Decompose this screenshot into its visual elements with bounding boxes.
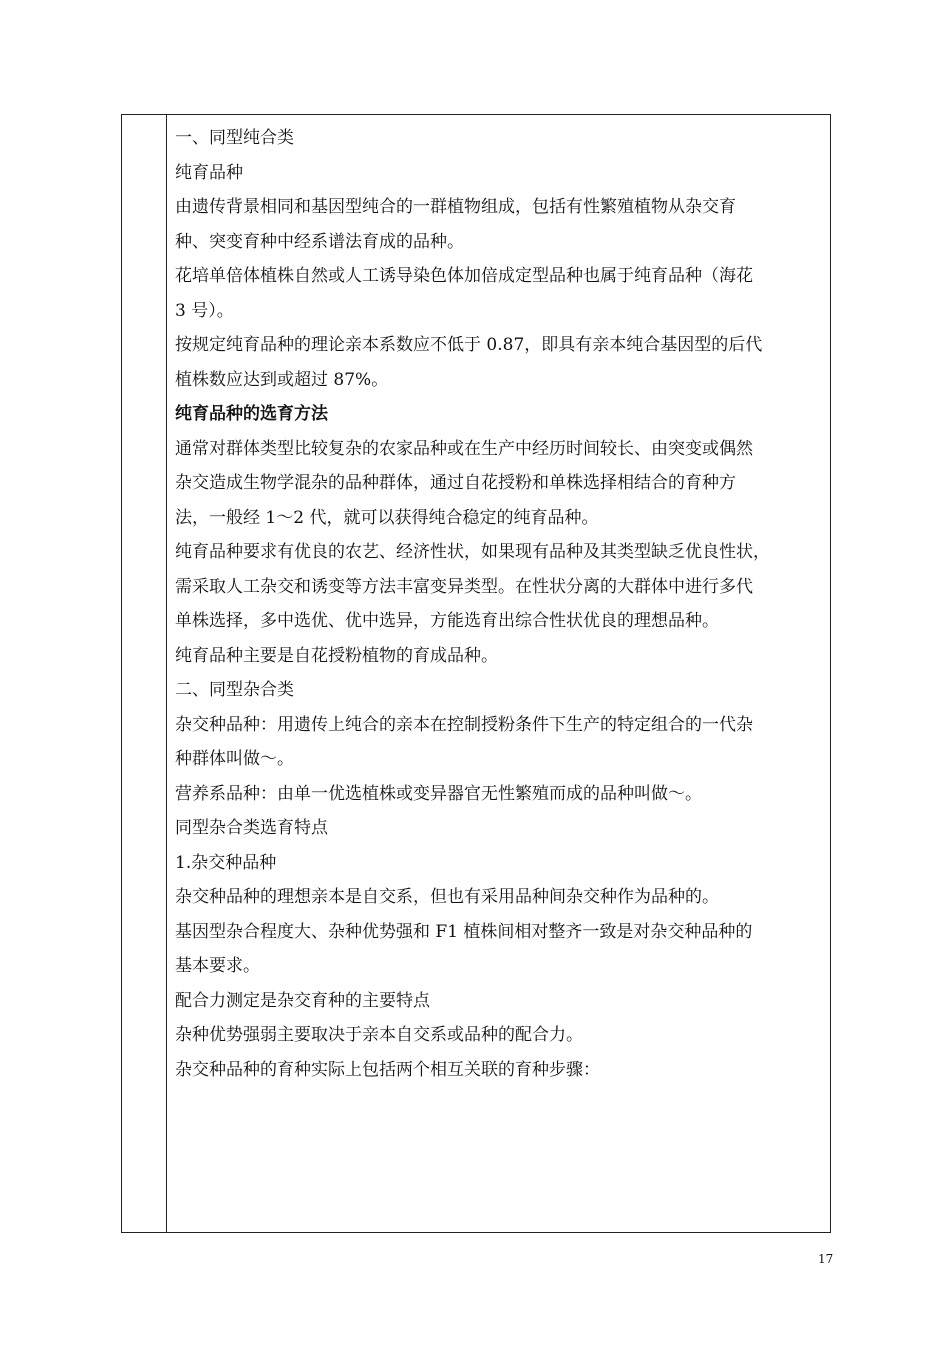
- page-number: 17: [818, 1252, 834, 1266]
- text-line: 基因型杂合程度大、杂种优势强和 F1 植株间相对整齐一致是对杂交种品种的: [175, 921, 753, 942]
- subheading: 同型杂合类选育特点: [175, 818, 328, 838]
- text-line: 杂交种品种的育种实际上包括两个相互关联的育种步骤：: [175, 1059, 600, 1080]
- content-table: [121, 114, 831, 1233]
- text-line: 杂种优势强弱主要取决于亲本自交系或品种的配合力。: [175, 1025, 583, 1045]
- text-line: 法，一般经 1～2 代，就可以获得纯合稳定的纯育品种。: [175, 507, 599, 528]
- text-line: 种群体叫做～。: [175, 749, 294, 769]
- text-line: 纯育品种主要是自花授粉植物的育成品种。: [175, 645, 498, 666]
- text-line: 杂交造成生物学混杂的品种群体，通过自花授粉和单株选择相结合的育种方: [175, 473, 736, 493]
- text-line: 种、突变育种中经系谱法育成的品种。: [175, 231, 464, 252]
- text-line: 由遗传背景相同和基因型纯合的一群植物组成，包括有性繁殖植物从杂交育: [175, 197, 736, 217]
- text-line: 营养系品种：由单一优选植株或变异器官无性繁殖而成的品种叫做～。: [175, 783, 702, 804]
- bold-heading: 纯育品种的选育方法: [175, 404, 328, 424]
- text-line: 纯育品种要求有优良的农艺、经济性状，如果现有品种及其类型缺乏优良性状，: [175, 542, 770, 562]
- text-line: 基本要求。: [175, 956, 260, 976]
- text-line: 花培单倍体植株自然或人工诱导染色体加倍成定型品种也属于纯育品种（海花: [175, 266, 753, 286]
- text-line: 按规定纯育品种的理论亲本系数应不低于 0.87，即具有亲本纯合基因型的后代: [175, 335, 763, 355]
- left-column-cell: [122, 115, 167, 1232]
- text-line: 配合力测定是杂交育种的主要特点: [175, 990, 430, 1011]
- text-line: 3 号）。: [175, 300, 234, 321]
- text-line: 需采取人工杂交和诱变等方法丰富变异类型。在性状分离的大群体中进行多代: [175, 576, 753, 597]
- section-heading: 一、同型纯合类: [175, 128, 294, 148]
- subheading: 1.杂交种品种: [175, 852, 277, 873]
- subheading: 纯育品种: [175, 162, 243, 183]
- text-line: 植株数应达到或超过 87%。: [175, 369, 389, 390]
- text-line: 杂交种品种的理想亲本是自交系，但也有采用品种间杂交种作为品种的。: [175, 887, 719, 907]
- section-heading: 二、同型杂合类: [175, 680, 294, 700]
- content-cell: [175, 121, 825, 1087]
- text-line: 杂交种品种：用遗传上纯合的亲本在控制授粉条件下生产的特定组合的一代杂: [175, 714, 753, 735]
- text-line: 通常对群体类型比较复杂的农家品种或在生产中经历时间较长、由突变或偶然: [175, 438, 753, 459]
- text-line: 单株选择，多中选优、优中选异，方能选育出综合性状优良的理想品种。: [175, 611, 719, 631]
